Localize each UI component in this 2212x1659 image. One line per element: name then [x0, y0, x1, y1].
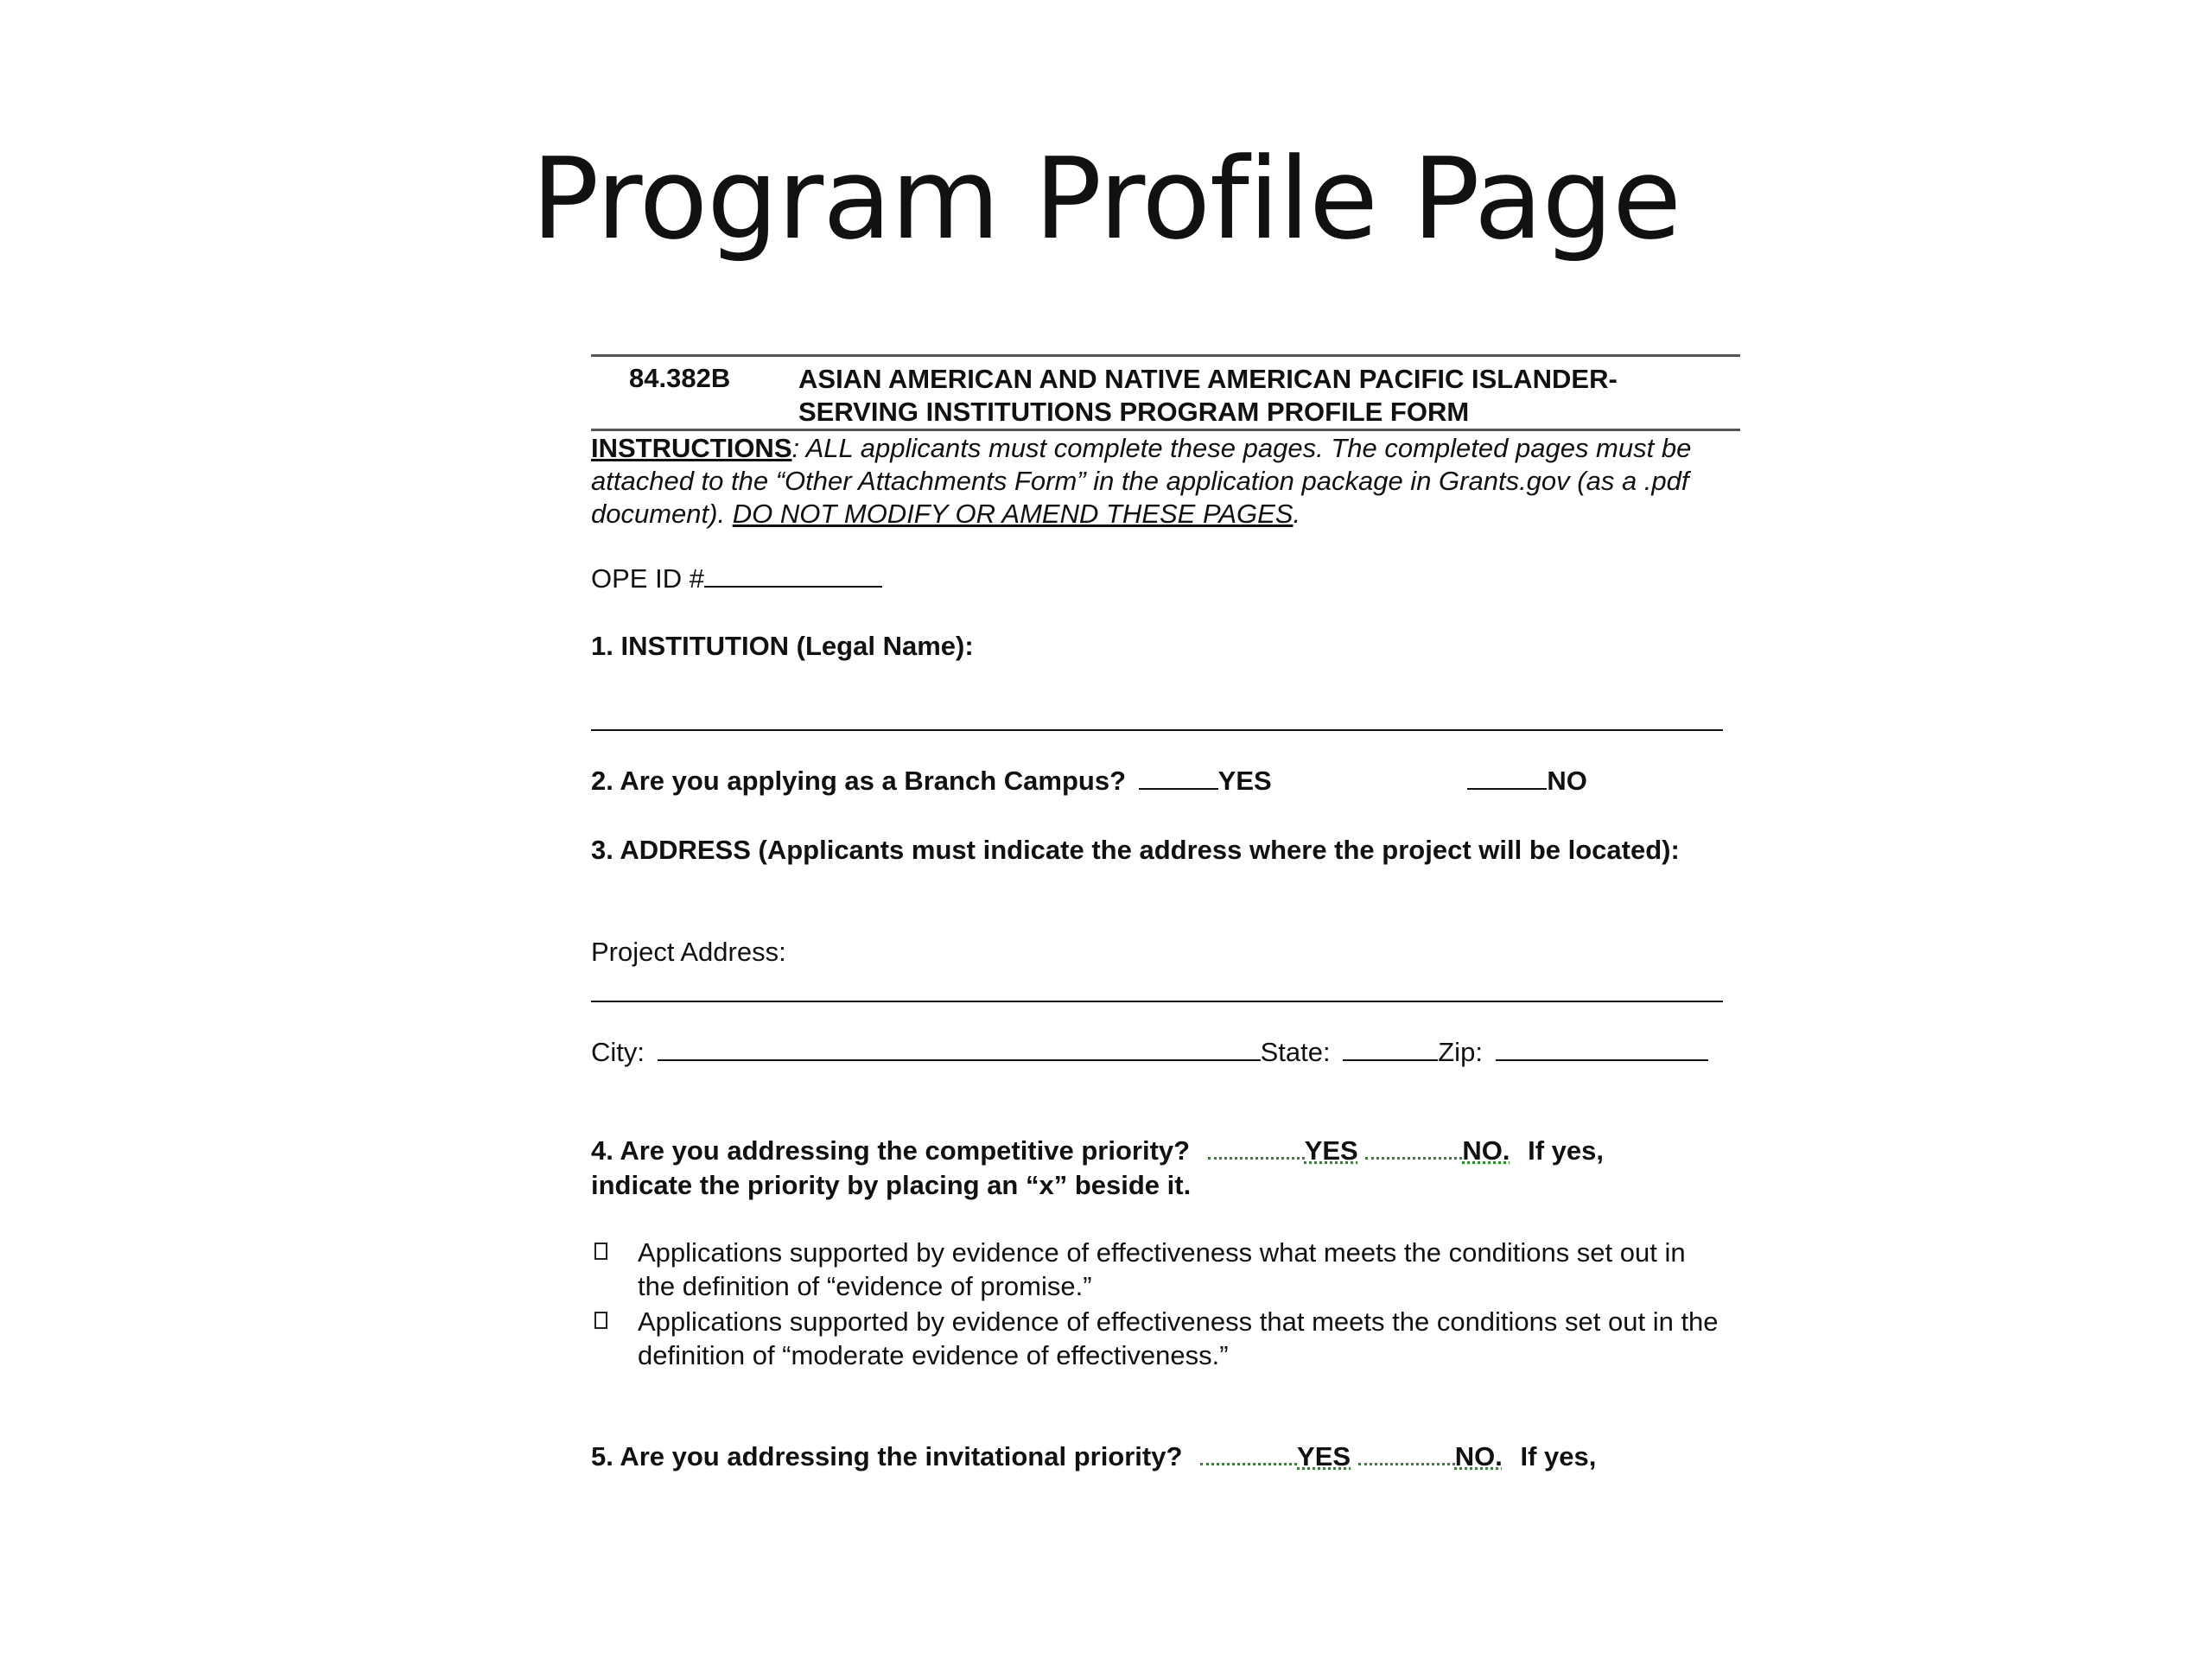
q5-yes-blank[interactable] [1200, 1442, 1297, 1465]
q4-tail: If yes, [1528, 1135, 1604, 1166]
state-label: State: [1260, 1037, 1331, 1067]
q2-branch-campus-row [591, 766, 1587, 797]
project-address-label: Project Address: [591, 937, 786, 967]
priority-option [591, 1305, 1732, 1374]
form-header-bottom-rule [591, 429, 1740, 431]
q1-institution-label: 1. INSTITUTION (Legal Name): [591, 631, 974, 661]
priority-option-text: Applications supported by evidence of effectiveness that meets the conditions set out in the definition of “moderate evidence of effectiveness.” [638, 1306, 1719, 1370]
instructions-end: . [1293, 499, 1301, 529]
city-label: City: [591, 1037, 645, 1067]
instructions-warning: DO NOT MODIFY OR AMEND THESE PAGES [732, 499, 1294, 529]
q5-no-label: NO. [1454, 1441, 1503, 1471]
instructions [591, 432, 1732, 531]
q2-yes-blank[interactable] [1139, 766, 1218, 790]
priority-checkbox[interactable] [594, 1243, 607, 1260]
instructions-text: : ALL applicants must complete these pages. The completed pages must be attached to the “Other Attachments Form” in the application package in Grants.gov (as a .pdf document). [591, 433, 1692, 529]
project-address-field[interactable] [591, 1001, 1723, 1002]
q4-label: 4. Are you addressing the competitive priority? [591, 1135, 1191, 1166]
state-field[interactable] [1343, 1037, 1438, 1061]
q5-label: 5. Are you addressing the invitational priority? [591, 1441, 1183, 1471]
q5-tail: If yes, [1520, 1441, 1597, 1471]
form-number: 84.382B [629, 363, 731, 393]
institution-name-field[interactable] [591, 729, 1723, 731]
city-field[interactable] [658, 1037, 1261, 1061]
priority-checkbox[interactable] [594, 1312, 607, 1329]
city-state-zip-row [591, 1037, 1708, 1068]
q4-competitive-priority-row [591, 1135, 1604, 1166]
zip-field[interactable] [1496, 1037, 1708, 1061]
priority-option [591, 1236, 1732, 1305]
q5-yes-label: YES [1297, 1441, 1351, 1471]
ope-id-field[interactable] [704, 563, 882, 588]
q3-address-label: 3. ADDRESS (Applicants must indicate the address where the project will be located): [591, 835, 1680, 865]
q4-no-blank[interactable] [1365, 1136, 1462, 1160]
q5-invitational-priority-row [591, 1441, 1596, 1472]
instructions-label: INSTRUCTIONS [591, 433, 792, 463]
priority-option-text: Applications supported by evidence of effectiveness what meets the conditions set out in the definition of “evidence of promise.” [638, 1237, 1686, 1301]
form-excerpt [591, 349, 1747, 1495]
q4-yes-blank[interactable] [1208, 1136, 1305, 1160]
slide-title: Program Profile Page [531, 133, 1681, 264]
form-title: ASIAN AMERICAN AND NATIVE AMERICAN PACIFIC ISLANDER-SERVING INSTITUTIONS PROGRAM PROFILE FORM [798, 364, 1618, 427]
q5-no-blank[interactable] [1358, 1442, 1455, 1465]
q2-no-label: NO [1547, 766, 1587, 796]
q4-no-label: NO. [1462, 1135, 1510, 1166]
q2-label: 2. Are you applying as a Branch Campus? [591, 766, 1127, 796]
q4-line2: indicate the priority by placing an “x” beside it. [591, 1170, 1192, 1200]
ope-id-row [591, 563, 882, 594]
zip-label: Zip: [1438, 1037, 1483, 1067]
q2-no-blank[interactable] [1467, 766, 1547, 790]
ope-id-label: OPE ID # [591, 563, 704, 594]
q2-yes-label: YES [1217, 766, 1272, 796]
form-header-top-rule [591, 354, 1740, 357]
q4-yes-label: YES [1304, 1135, 1358, 1166]
